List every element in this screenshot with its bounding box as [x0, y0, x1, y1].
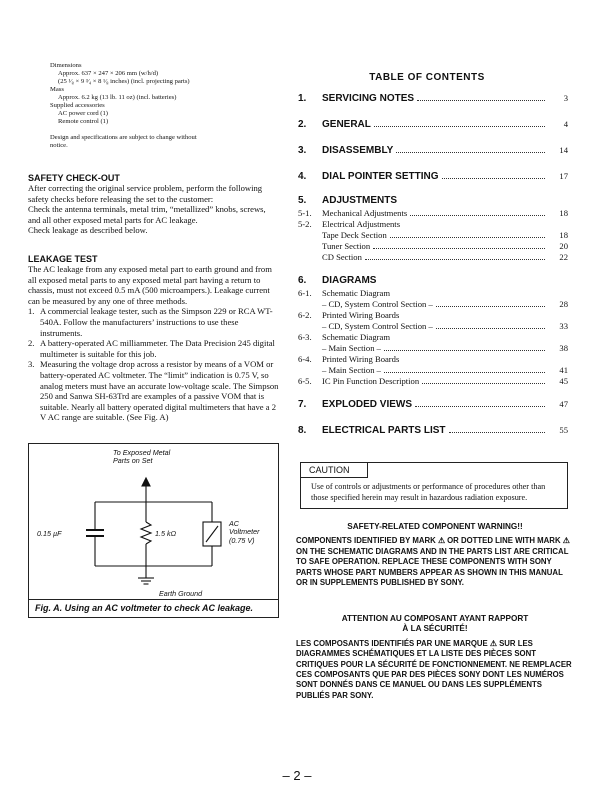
capacitor-label: 0.15 µF	[37, 529, 62, 538]
toc-entry[interactable]: 2. GENERAL 4	[298, 119, 568, 130]
toc-entry[interactable]: 4. DIAL POINTER SETTING 17	[298, 171, 568, 182]
toc-title: TABLE OF CONTENTS	[369, 72, 485, 83]
toc-subentry[interactable]: – CD, System Control Section – 33	[322, 321, 568, 331]
leakage-intro: The AC leakage from any exposed metal part to earth ground and from all exposed metal parts to any exposed metal part having a return to chassis, must not exceed 0.5 mA (500 microampers.). Leakage current can be measured by any one of three methods.	[28, 264, 272, 306]
safety-paragraph: After correcting the original service problem, perform the following safety checks before releasing the set to the customer:	[28, 183, 263, 204]
figure-label-top: To Exposed Metal Parts on Set	[113, 448, 171, 466]
toc-subentry[interactable]: 6-5. IC Pin Function Description 45	[298, 376, 568, 386]
toc-entry[interactable]: 8. ELECTRICAL PARTS LIST 55	[298, 425, 568, 436]
caution-heading: CAUTION	[301, 463, 368, 478]
warning-heading-fr: À LA SÉCURITÉ!	[402, 624, 468, 634]
warning-body-fr: LES COMPOSANTS IDENTIFIÉS PAR UNE MARQUE ⚠ SUR LES DIAGRAMMES SCHÉMATIQUES ET LA LISTE DES PIÈCES SONT CRITIQUES POUR LA SÉCURITÉ DE FONCTIONNEMENT. NE REMPLACER CES COMPOSANTS QUE PAR DES PIÈCES SONY DONT LES NUMÉROS SONT DONNÉS DANS CE MANUEL OU DANS LES SUPPLÉMENTS PUBLIÉS PAR SONY.	[296, 638, 572, 700]
safety-checkout-section	[28, 173, 280, 236]
toc-subsection-list	[298, 208, 568, 263]
dimensions-value: Approx. 637 × 247 × 206 mm (w/h/d)	[58, 70, 159, 77]
toc-entry-adjustments[interactable]: 5. ADJUSTMENTS	[298, 195, 398, 206]
toc-subentry[interactable]: 5-1. Mechanical Adjustments 18	[298, 208, 568, 218]
leakage-test-section	[28, 254, 280, 423]
safety-paragraph: Check leakage as described below.	[28, 225, 148, 236]
toc-subentry[interactable]: 6-2. Printed Wiring Boards	[298, 310, 400, 320]
mass-label: Mass	[50, 86, 64, 93]
spec-note: notice.	[50, 142, 68, 149]
toc-entry[interactable]: 3. DISASSEMBLY 14	[298, 145, 568, 156]
specifications-block	[50, 62, 280, 150]
page-number: – 2 –	[282, 768, 312, 783]
list-item: 3. Measuring the voltage drop across a resistor by means of a VOM or battery-operated AC voltmeter. The “limit” indication is 0.75 V, so analog meters must have an accurate low-voltage scale. The Simpson 250 and Sanwa SH-63Trd are examples of a passive VOM that is suitable. Nearly all battery operated digital multimeters that have a 2 V AC range are suitable. (See Fig. A)	[28, 359, 279, 423]
caution-box	[300, 462, 568, 509]
toc-subentry[interactable]: – Main Section – 38	[322, 343, 568, 353]
toc-subentry[interactable]: – Main Section – 41	[322, 365, 568, 375]
toc-subentry[interactable]: 6-3. Schematic Diagram	[298, 332, 391, 342]
toc-subentry[interactable]: Tuner Section 20	[322, 241, 568, 251]
toc-entry-diagrams[interactable]: 6. DIAGRAMS	[298, 275, 377, 286]
toc-entry[interactable]: 1. SERVICING NOTES 3	[298, 93, 568, 104]
earth-ground-label: Earth Ground	[159, 589, 203, 598]
toc-subentry[interactable]: CD Section 22	[322, 252, 568, 262]
resistor-label: 1.5 kΩ	[155, 529, 177, 538]
safety-warning-french	[296, 614, 574, 701]
dimensions-label: Dimensions	[50, 62, 82, 69]
safety-warning-english	[296, 522, 574, 588]
toc-subentry[interactable]: 5-2. Electrical Adjustments	[298, 219, 401, 229]
warning-heading-fr: ATTENTION AU COMPOSANT AYANT RAPPORT	[341, 614, 529, 623]
leakage-method-list	[28, 306, 280, 423]
toc-section-list	[298, 93, 568, 445]
spec-note: Design and specifications are subject to change without	[50, 134, 197, 141]
caution-text: Use of controls or adjustments or performance of procedures other than those specified herein may result in hazardous radiation exposure.	[311, 482, 546, 502]
accessory-item: Remote control (1)	[58, 118, 109, 125]
figure-caption: Fig. A. Using an AC voltmeter to check AC leakage.	[29, 599, 278, 617]
toc-entry[interactable]: 7. EXPLODED VIEWS 47	[298, 399, 568, 410]
list-item: 2. A battery-operated AC milliammeter. The Data Precision 245 digital multimeter is suitable for this job.	[28, 338, 275, 359]
leakage-test-heading: LEAKAGE TEST	[28, 254, 98, 264]
safety-checkout-heading: SAFETY CHECK-OUT	[28, 173, 120, 183]
toc-subentry[interactable]: 6-4. Printed Wiring Boards	[298, 354, 400, 364]
toc-subentry[interactable]: – CD, System Control Section – 28	[322, 299, 568, 309]
accessory-item: AC power cord (1)	[58, 110, 108, 117]
voltmeter-label: AC Voltmeter (0.75 V)	[229, 519, 260, 545]
safety-paragraph: Check the antenna terminals, metal trim, “metallized” knobs, screws, and all other exposed metal parts for AC leakage.	[28, 204, 266, 225]
dimensions-inch: (25 ¹⁄₈ × 9 ³⁄₄ × 8 ¹⁄₈ inches) (incl. projecting parts)	[58, 78, 190, 85]
toc-subentry[interactable]: Tape Deck Section 18	[322, 230, 568, 240]
warning-heading: SAFETY-RELATED COMPONENT WARNING!!	[347, 522, 523, 531]
warning-body: COMPONENTS IDENTIFIED BY MARK ⚠ OR DOTTED LINE WITH MARK ⚠ ON THE SCHEMATIC DIAGRAMS AND IN THE PARTS LIST ARE CRITICAL TO SAFE OPERATION. REPLACE THESE COMPONENTS WITH SONY PARTS WHOSE PART NUMBERS APPEAR AS SHOWN IN THIS MANUAL OR IN SUPPLEMENTS PUBLISHED BY SONY.	[296, 536, 570, 588]
toc-subsection-list	[298, 288, 568, 387]
accessories-label: Supplied accessories	[50, 102, 105, 109]
toc-subentry[interactable]: 6-1. Schematic Diagram	[298, 288, 391, 298]
list-item: 1. A commercial leakage tester, such as the Simpson 229 or RCA WT-540A. Follow the manufacturers’ instructions to use these instruments.	[28, 306, 273, 338]
figure-a	[28, 443, 279, 618]
mass-value: Approx. 6.2 kg (13 lb. 11 oz) (incl. batteries)	[58, 94, 177, 101]
